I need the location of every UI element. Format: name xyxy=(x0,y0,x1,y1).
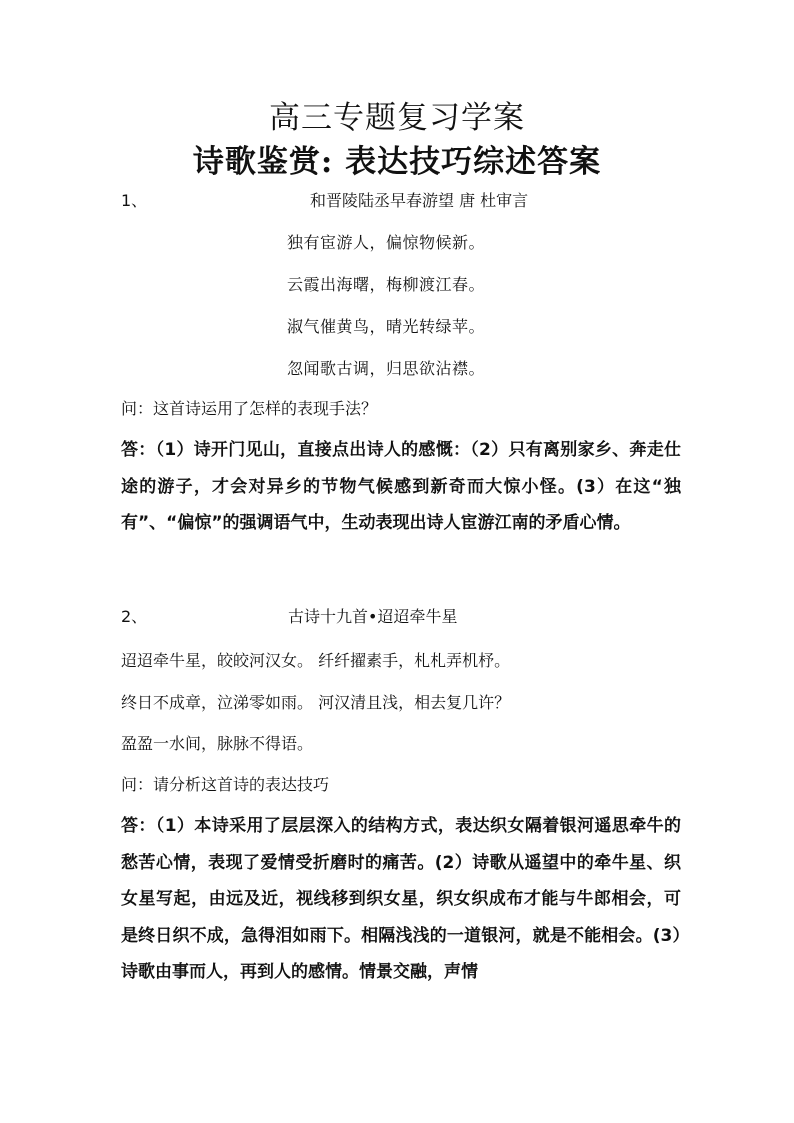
question-1-answer: 答：（1）诗开门见山，直接点出诗人的感慨：（2）只有离别家乡、奔走仕途的游子，才会对异乡的节物气候感到新奇而大惊小怪。(3）在这“独有”、“偏惊”的强调语气中，生动表现出诗人宦游江南的矛盾心情。 xyxy=(121,440,681,533)
question-1-number: 1、 xyxy=(121,191,148,210)
page-title: 高三专题复习学案 xyxy=(269,100,525,136)
question-2-number: 2、 xyxy=(121,607,148,626)
poem-2-verse: 终日不成章，泣涕零如雨。 河汉清且浅，相去复几许？ xyxy=(121,693,511,712)
poem-1-verse: 忽闻歌古调，归思欲沾襟。 xyxy=(287,359,486,378)
poem-2-verse: 迢迢牵牛星，皎皎河汉女。 纤纤擢素手，札札弄机杼。 xyxy=(121,651,511,670)
poem-1-title: 和晋陵陆丞早春游望 唐 杜审言 xyxy=(310,191,529,210)
page-subtitle: 诗歌鉴赏: 表达技巧综述答案 xyxy=(192,144,602,180)
poem-1-verse: 云霞出海曙，梅柳渡江春。 xyxy=(287,275,486,294)
poem-1-verse: 淑气催黄鸟，晴光转绿苹。 xyxy=(287,317,486,336)
question-2-answer: 答：（1）本诗采用了层层深入的结构方式，表达织女隔着银河遥思牵牛的愁苦心情，表现了爱情受折磨时的痛苦。(2）诗歌从遥望中的牵牛星、织女星写起，由远及近，视线移到织女星，织女织成布才能与牛郎相会，可是终日织不成，急得泪如雨下。相隔浅浅的一道银河，就是不能相会。(3）诗歌由事而人，再到人的感情。情景交融，声情 xyxy=(121,816,681,982)
question-1-prompt: 问：这首诗运用了怎样的表现手法？ xyxy=(121,399,378,418)
question-2-prompt: 问：请分析这首诗的表达技巧 xyxy=(121,775,330,794)
poem-2-verse: 盈盈一水间，脉脉不得语。 xyxy=(121,734,314,753)
poem-2-title: 古诗十九首•迢迢牵牛星 xyxy=(288,607,458,626)
poem-1-verse: 独有宦游人，偏惊物候新。 xyxy=(287,233,486,252)
